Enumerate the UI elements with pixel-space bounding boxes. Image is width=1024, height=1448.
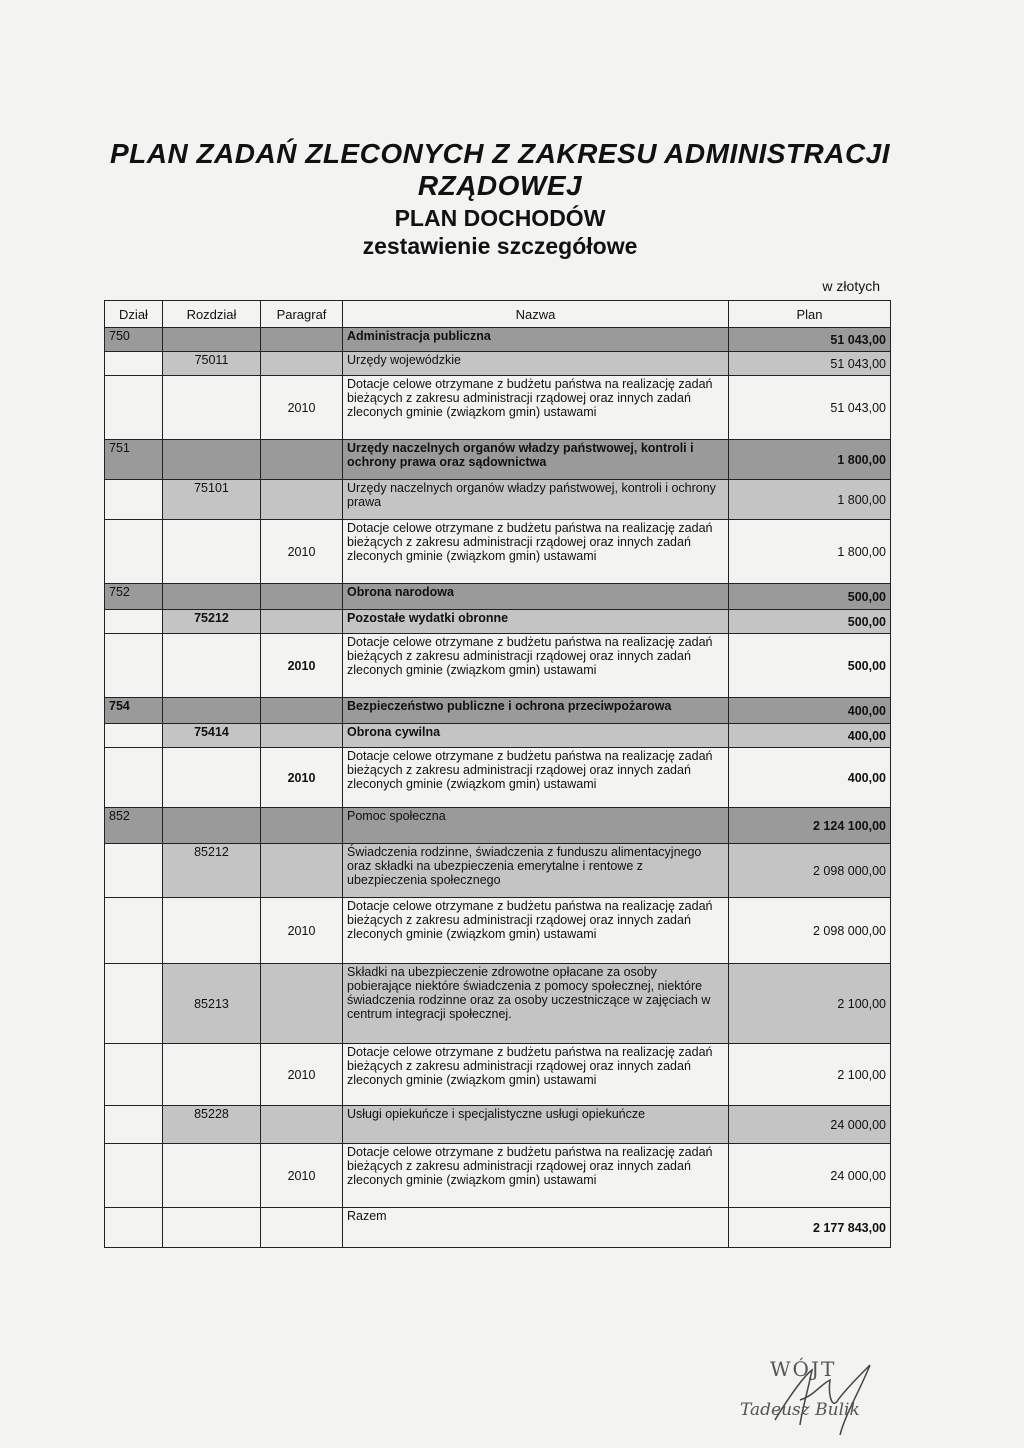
cell-paragraf: [261, 1208, 343, 1248]
cell-plan: 2 100,00: [729, 1044, 891, 1106]
cell-plan: 500,00: [729, 634, 891, 698]
cell-dzial: [105, 1208, 163, 1248]
cell-plan: 51 043,00: [729, 328, 891, 352]
cell-paragraf: 2010: [261, 748, 343, 808]
header-nazwa: Nazwa: [343, 301, 729, 328]
cell-paragraf: 2010: [261, 376, 343, 440]
cell-dzial: 754: [105, 698, 163, 724]
cell-dzial: [105, 634, 163, 698]
cell-paragraf: [261, 584, 343, 610]
cell-plan: 51 043,00: [729, 376, 891, 440]
table-row: [105, 1106, 891, 1144]
cell-nazwa: Dotacje celowe otrzymane z budżetu państwa na realizację zadań bieżących z zakresu administracji rządowej oraz innych zadań zleconych gminie (związkom gmin) ustawami: [343, 634, 729, 698]
cell-dzial: [105, 376, 163, 440]
cell-plan: 2 100,00: [729, 964, 891, 1044]
cell-paragraf: [261, 352, 343, 376]
cell-dzial: 750: [105, 328, 163, 352]
cell-rozdzial: 85228: [163, 1106, 261, 1144]
cell-rozdzial: [163, 376, 261, 440]
cell-plan: 2 098 000,00: [729, 898, 891, 964]
cell-plan: 1 800,00: [729, 520, 891, 584]
cell-rozdzial: 75414: [163, 724, 261, 748]
cell-paragraf: 2010: [261, 520, 343, 584]
cell-plan: 24 000,00: [729, 1144, 891, 1208]
cell-nazwa: Obrona narodowa: [343, 584, 729, 610]
cell-paragraf: [261, 964, 343, 1044]
cell-dzial: 852: [105, 808, 163, 844]
total-value: 2 177 843,00: [729, 1208, 891, 1248]
table-row: [105, 698, 891, 724]
cell-nazwa: Pozostałe wydatki obronne: [343, 610, 729, 634]
cell-rozdzial: [163, 1044, 261, 1106]
cell-nazwa: Dotacje celowe otrzymane z budżetu państwa na realizację zadań bieżących z zakresu administracji rządowej oraz innych zadań zleconych gminie (związkom gmin) ustawami: [343, 520, 729, 584]
document-header: [100, 138, 900, 260]
cell-dzial: [105, 964, 163, 1044]
budget-table: [104, 300, 891, 1248]
cell-dzial: [105, 1106, 163, 1144]
cell-rozdzial: [163, 748, 261, 808]
header-dzial: Dział: [105, 301, 163, 328]
cell-nazwa: Świadczenia rodzinne, świadczenia z funduszu alimentacyjnego oraz składki na ubezpieczenia emerytalne i rentowe z ubezpieczenia społecznego: [343, 844, 729, 898]
cell-paragraf: 2010: [261, 898, 343, 964]
cell-plan: 1 800,00: [729, 480, 891, 520]
document-title: PLAN ZADAŃ ZLECONYCH Z ZAKRESU ADMINISTRACJI RZĄDOWEJ: [109, 138, 891, 201]
cell-nazwa: Składki na ubezpieczenie zdrowotne opłacane za osoby pobierające niektóre świadczenia z pomocy społecznej, niektóre świadczenia rodzinne oraz za osoby uczestniczące w zajęciach w centrum integracji społecznej.: [343, 964, 729, 1044]
table-header-row: [105, 301, 891, 328]
signature-name: Tadeusz Bulik: [740, 1400, 860, 1420]
cell-plan: 2 098 000,00: [729, 844, 891, 898]
cell-dzial: [105, 520, 163, 584]
signature-block: [720, 1355, 920, 1435]
cell-dzial: [105, 1044, 163, 1106]
table-row: [105, 748, 891, 808]
cell-nazwa: Obrona cywilna: [343, 724, 729, 748]
table-row: [105, 1144, 891, 1208]
table-row: [105, 480, 891, 520]
header-plan: Plan: [729, 301, 891, 328]
cell-rozdzial: 75212: [163, 610, 261, 634]
cell-nazwa: Dotacje celowe otrzymane z budżetu państwa na realizację zadań bieżących z zakresu administracji rządowej oraz innych zadań zleconych gminie (związkom gmin) ustawami: [343, 1044, 729, 1106]
cell-paragraf: [261, 724, 343, 748]
cell-nazwa: Dotacje celowe otrzymane z budżetu państwa na realizację zadań bieżących z zakresu administracji rządowej oraz innych zadań zleconych gminie (związkom gmin) ustawami: [343, 898, 729, 964]
cell-dzial: [105, 844, 163, 898]
cell-rozdzial: [163, 634, 261, 698]
table-row: [105, 1044, 891, 1106]
cell-paragraf: [261, 480, 343, 520]
cell-dzial: 752: [105, 584, 163, 610]
cell-rozdzial: [163, 440, 261, 480]
cell-nazwa: Urzędy naczelnych organów władzy państwowej, kontroli i ochrony prawa: [343, 480, 729, 520]
table-body: [105, 328, 891, 1248]
cell-rozdzial: [163, 584, 261, 610]
cell-nazwa: Dotacje celowe otrzymane z budżetu państwa na realizację zadań bieżących z zakresu administracji rządowej oraz innych zadań zleconych gminie (związkom gmin) ustawami: [343, 1144, 729, 1208]
cell-paragraf: 2010: [261, 1044, 343, 1106]
table-row: [105, 808, 891, 844]
cell-plan: 400,00: [729, 748, 891, 808]
cell-rozdzial: [163, 328, 261, 352]
cell-rozdzial: [163, 698, 261, 724]
cell-nazwa: Urzędy wojewódzkie: [343, 352, 729, 376]
cell-dzial: [105, 724, 163, 748]
cell-plan: 500,00: [729, 584, 891, 610]
cell-plan: 51 043,00: [729, 352, 891, 376]
total-label: Razem: [343, 1208, 729, 1248]
cell-rozdzial: 75011: [163, 352, 261, 376]
table-row: [105, 964, 891, 1044]
cell-plan: 400,00: [729, 724, 891, 748]
table-row: [105, 898, 891, 964]
cell-rozdzial: [163, 1208, 261, 1248]
table-row: [105, 376, 891, 440]
cell-rozdzial: 85212: [163, 844, 261, 898]
cell-dzial: 751: [105, 440, 163, 480]
cell-plan: 2 124 100,00: [729, 808, 891, 844]
signature-title: WÓJT: [770, 1357, 837, 1381]
cell-paragraf: [261, 610, 343, 634]
header-rozdzial: Rozdział: [163, 301, 261, 328]
cell-plan: 24 000,00: [729, 1106, 891, 1144]
cell-paragraf: [261, 1106, 343, 1144]
cell-nazwa: Pomoc społeczna: [343, 808, 729, 844]
cell-rozdzial: [163, 1144, 261, 1208]
cell-nazwa: Bezpieczeństwo publiczne i ochrona przeciwpożarowa: [343, 698, 729, 724]
table-row: [105, 520, 891, 584]
currency-unit: w złotych: [822, 278, 880, 294]
cell-nazwa: Dotacje celowe otrzymane z budżetu państwa na realizację zadań bieżących z zakresu administracji rządowej oraz innych zadań zleconych gminie (związkom gmin) ustawami: [343, 748, 729, 808]
table-row: [105, 352, 891, 376]
table-row: [105, 724, 891, 748]
table-row: [105, 634, 891, 698]
document-subtitle: PLAN DOCHODÓW: [394, 205, 606, 231]
cell-paragraf: [261, 328, 343, 352]
cell-plan: 400,00: [729, 698, 891, 724]
cell-paragraf: [261, 440, 343, 480]
table-row: [105, 440, 891, 480]
cell-paragraf: [261, 844, 343, 898]
cell-paragraf: [261, 698, 343, 724]
cell-plan: 1 800,00: [729, 440, 891, 480]
cell-dzial: [105, 898, 163, 964]
cell-rozdzial: [163, 808, 261, 844]
table-row: [105, 610, 891, 634]
table-row: [105, 584, 891, 610]
cell-dzial: [105, 480, 163, 520]
cell-nazwa: Dotacje celowe otrzymane z budżetu państwa na realizację zadań bieżących z zakresu administracji rządowej oraz innych zadań zleconych gminie (związkom gmin) ustawami: [343, 376, 729, 440]
document-subtitle-detail: zestawienie szczegółowe: [362, 233, 638, 259]
cell-rozdzial: [163, 898, 261, 964]
header-paragraf: Paragraf: [261, 301, 343, 328]
cell-rozdzial: 75101: [163, 480, 261, 520]
cell-dzial: [105, 610, 163, 634]
total-row: [105, 1208, 891, 1248]
cell-nazwa: Administracja publiczna: [343, 328, 729, 352]
table-row: [105, 328, 891, 352]
cell-paragraf: [261, 808, 343, 844]
cell-nazwa: Usługi opiekuńcze i specjalistyczne usługi opiekuńcze: [343, 1106, 729, 1144]
table-row: [105, 844, 891, 898]
cell-paragraf: 2010: [261, 1144, 343, 1208]
cell-dzial: [105, 352, 163, 376]
cell-dzial: [105, 1144, 163, 1208]
cell-dzial: [105, 748, 163, 808]
cell-plan: 500,00: [729, 610, 891, 634]
cell-rozdzial: [163, 520, 261, 584]
cell-paragraf: 2010: [261, 634, 343, 698]
handwritten-signature: [720, 1355, 920, 1435]
cell-nazwa: Urzędy naczelnych organów władzy państwowej, kontroli i ochrony prawa oraz sądownictwa: [343, 440, 729, 480]
cell-rozdzial: 85213: [163, 964, 261, 1044]
